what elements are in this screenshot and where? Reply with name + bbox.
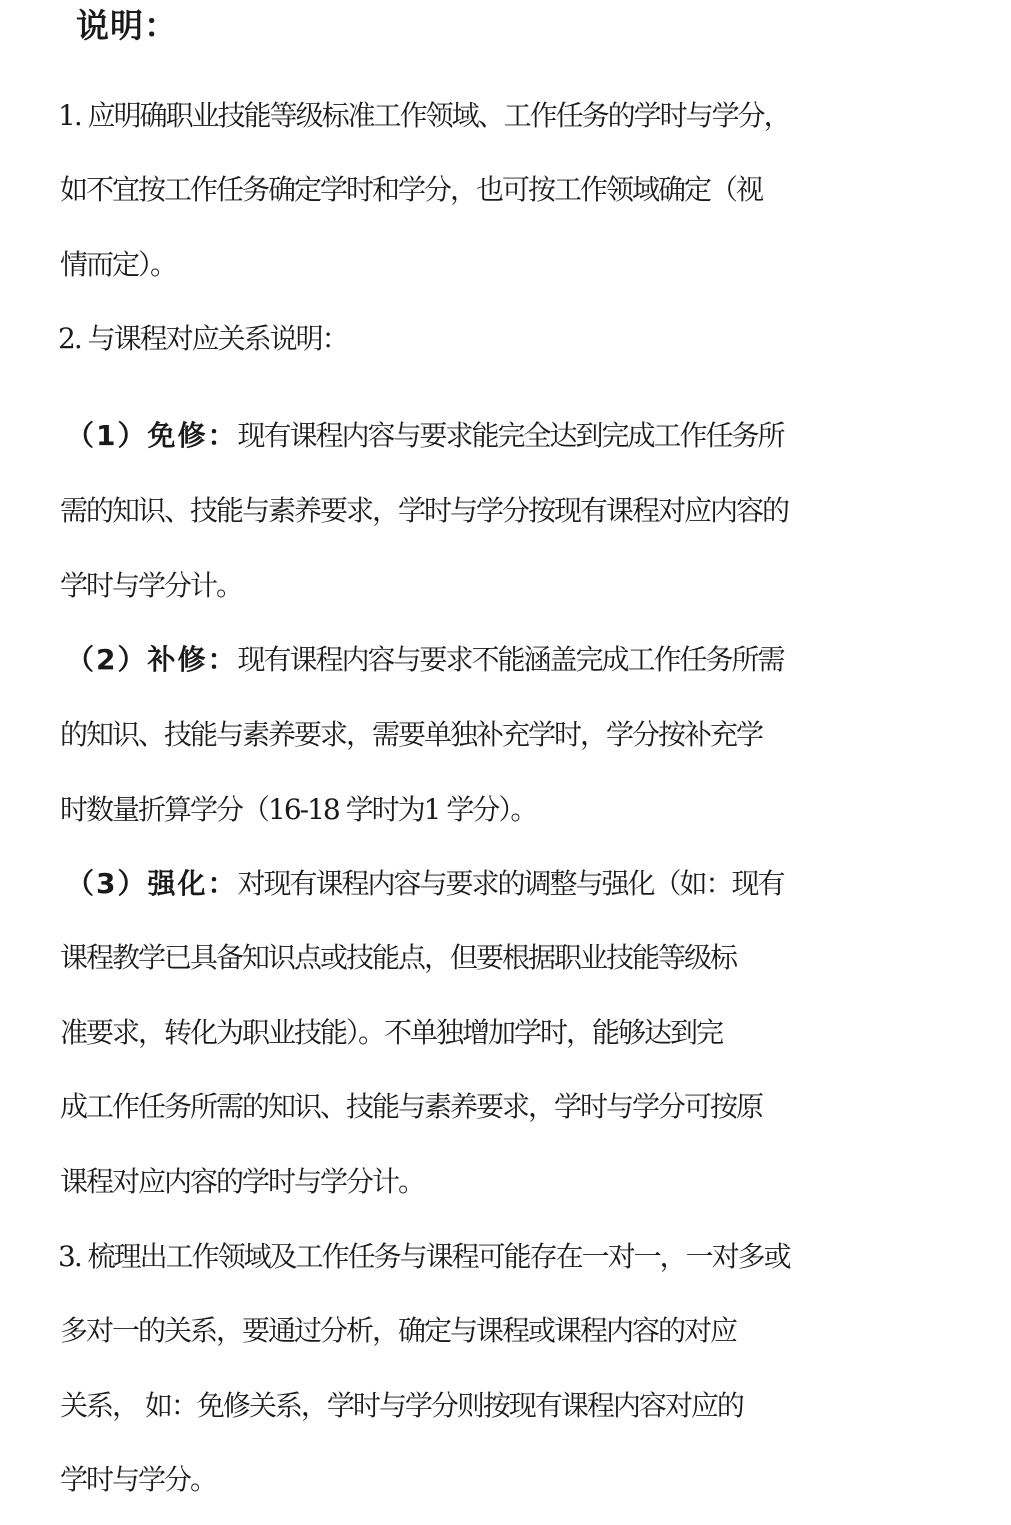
document-title: 说明： [76, 6, 178, 45]
item3-line4: 成工作任务所需的知识、技能与素养要求，学时与学分可按原 [60, 1090, 763, 1123]
point2-intro: 2. 与课程对应关系说明： [58, 322, 348, 355]
item1-line1 [66, 416, 1000, 456]
item3-text: 对现有课程内容与要求的调整与强化（如：现有 [237, 867, 784, 900]
item2-line3: 时数量折算学分（16-18 学时为1 学分）。 [60, 793, 537, 826]
point1-line2: 如不宜按工作任务确定学时和学分，也可按工作领域确定（视 [60, 173, 763, 206]
item2-line2: 的知识、技能与素养要求，需要单独补充学时，学分按补充学 [60, 718, 763, 751]
item1-text: 现有课程内容与要求能完全达到完成工作任务所 [237, 419, 784, 452]
item1-line2: 需的知识、技能与素养要求，学时与学分按现有课程对应内容的 [60, 494, 789, 527]
item2-line1 [66, 640, 1000, 680]
point3-line4: 学时与学分。 [60, 1463, 217, 1496]
item3-line2: 课程教学已具备知识点或技能点，但要根据职业技能等级标 [60, 941, 737, 974]
point3-line2: 多对一的关系，要通过分析，确定与课程或课程内容的对应 [60, 1314, 737, 1347]
item1-label: （1）免修： [66, 419, 238, 452]
item3-line1 [66, 864, 1000, 904]
point1-line3: 情而定）。 [60, 248, 177, 281]
point3-line1: 3. 梳理出工作领域及工作任务与课程可能存在一对一，一对多或 [58, 1240, 790, 1273]
point1-line1: 1. 应明确职业技能等级标准工作领域、工作任务的学时与学分， [58, 99, 790, 132]
item2-text: 现有课程内容与要求不能涵盖完成工作任务所需 [237, 643, 784, 676]
item3-label: （3）强化： [66, 867, 238, 900]
item1-line3: 学时与学分计。 [60, 569, 243, 602]
item3-line3: 准要求，转化为职业技能）。不单独增加学时，能够达到完 [60, 1016, 723, 1049]
item3-line5: 课程对应内容的学时与学分计。 [60, 1165, 425, 1198]
point3-line3: 关系， 如：免修关系，学时与学分则按现有课程内容对应的 [60, 1389, 743, 1422]
item2-label: （2）补修： [66, 643, 238, 676]
